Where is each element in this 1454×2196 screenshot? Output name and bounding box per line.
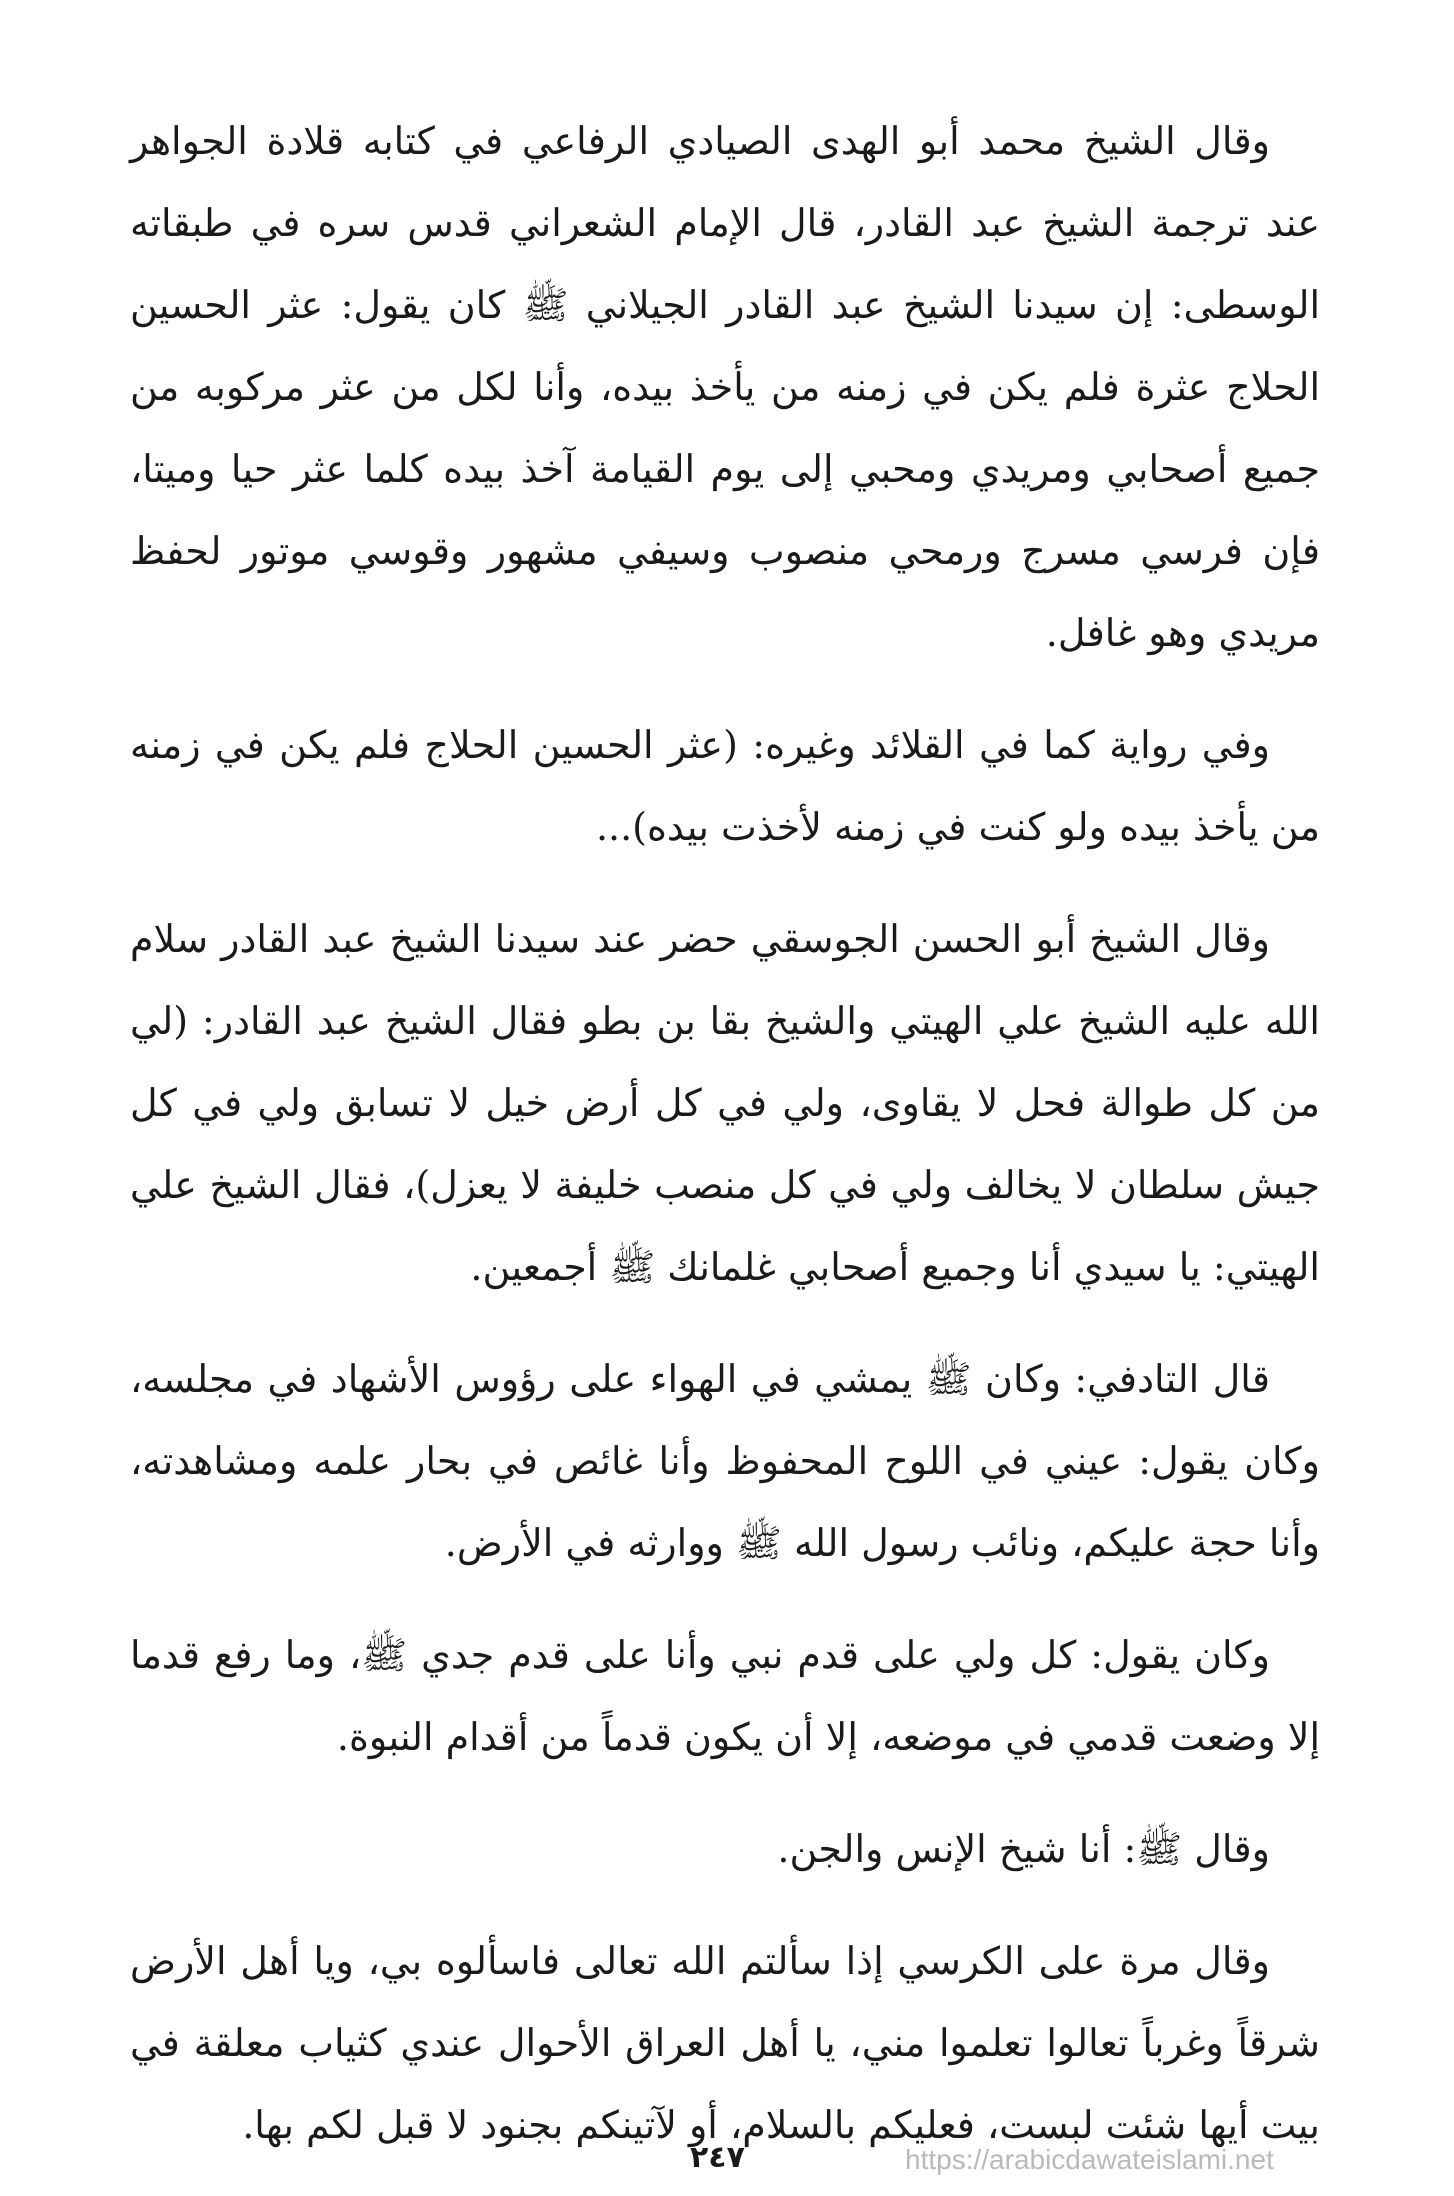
- paragraph-2: وفي رواية كما في القلائد وغيره: (عثر الحسين الحلاج فلم يكن في زمنه من يأخذ بيده ولو كنت في زمنه لأخذت بيده)...: [130, 723, 1320, 849]
- page-footer: [0, 2140, 1454, 2180]
- paragraph-7: وقال مرة على الكرسي إذا سألتم الله تعالى فاسألوه بي، ويا أهل الأرض شرقاً وغرباً تعالوا تعلموا مني، يا أهل العراق الأحوال عندي كثياب معلقة في بيت أيها شئت لبست، فعليكم بالسلام، أو لآتينكم بجنود لا قبل لكم بها.: [130, 1939, 1320, 2147]
- paragraph-1: وقال الشيخ محمد أبو الهدى الصيادي الرفاعي في كتابه قلادة الجواهر عند ترجمة الشيخ عبد القادر، قال الإمام الشعراني قدس سره في طبقاته الوسطى: إن سيدنا الشيخ عبد القادر الجيلاني ﷺ كان يقول: عثر الحسين الحلاج عثرة فلم يكن في زمنه من يأخذ بيده، وأنا لكل من عثر مركوبه من جميع أصحابي ومريدي ومحبي إلى يوم القيامة آخذ بيده كلما عثر حيا وميتا، فإن فرسي مسرج ورمحي منصوب وسيفي مشهور وقوسي موتور لحفظ مريدي وهو غافل.: [130, 119, 1320, 655]
- paragraph-5: وكان يقول: كل ولي على قدم نبي وأنا على قدم جدي ﷺ، وما رفع قدما إلا وضعت قدمي في موضعه، إلا أن يكون قدماً من أقدام النبوة.: [130, 1633, 1320, 1759]
- paragraph-6: وقال ﷺ: أنا شيخ الإنس والجن.: [777, 1827, 1270, 1871]
- source-url-watermark: https://arabicdawateislami.net: [905, 2144, 1274, 2175]
- paragraph-4: قال التادفي: وكان ﷺ يمشي في الهواء على رؤوس الأشهاد في مجلسه، وكان يقول: عيني في اللوح المحفوظ وأنا غائص في بحار علمه ومشاهدته، وأنا حجة عليكم، ونائب رسول الله ﷺ ووارثه في الأرض.: [130, 1357, 1320, 1565]
- page-number: ٢٤٧: [690, 2140, 745, 2175]
- paragraph-3: وقال الشيخ أبو الحسن الجوسقي حضر عند سيدنا الشيخ عبد القادر سلام الله عليه الشيخ علي الهيتي والشيخ بقا بن بطو فقال الشيخ عبد القادر: (لي من كل طوالة فحل لا يقاوى، ولي في كل أرض خيل لا تسابق ولي في كل جيش سلطان لا يخالف ولي في كل منصب خليفة لا يعزل)، فقال الشيخ علي الهيتي: يا سيدي أنا وجميع أصحابي غلمانك ﷺ أجمعين.: [130, 917, 1320, 1289]
- page-body: [130, 100, 1320, 2196]
